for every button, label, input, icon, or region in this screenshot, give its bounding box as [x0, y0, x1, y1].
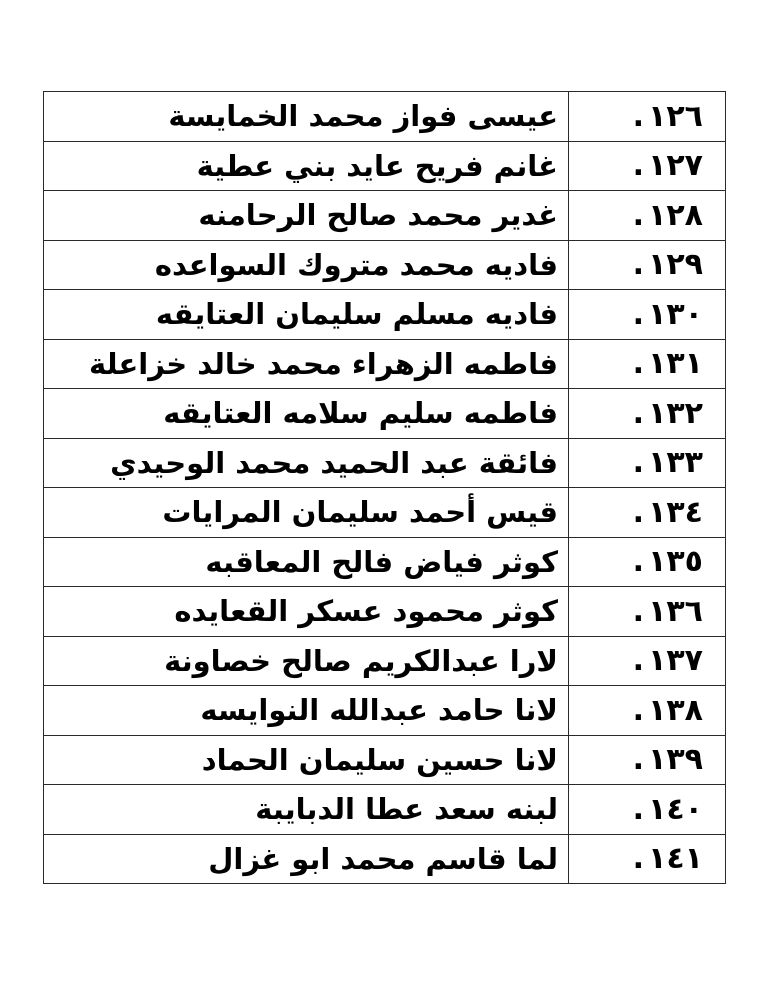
row-number-cell [569, 587, 726, 637]
names-table [43, 91, 726, 884]
number-dot: . [632, 445, 645, 481]
name-cell: غدير محمد صالح الرحامنه [44, 191, 569, 241]
table-row [44, 389, 726, 439]
name-cell: لارا عبدالكريم صالح خصاونة [44, 636, 569, 686]
row-number: ١٣١ [648, 346, 703, 382]
table-row [44, 785, 726, 835]
row-number: ١٣٢ [648, 395, 703, 431]
table-row [44, 339, 726, 389]
number-dot: . [632, 296, 645, 332]
name-cell: كوثر محمود عسكر القعايده [44, 587, 569, 637]
number-dot: . [632, 98, 645, 134]
row-number: ١٢٧ [648, 148, 703, 184]
name-cell: فاديه مسلم سليمان العتايقه [44, 290, 569, 340]
table-row [44, 141, 726, 191]
name-cell: لبنه سعد عطا الدبايبة [44, 785, 569, 835]
number-dot: . [632, 593, 645, 629]
name-cell: كوثر فياض فالح المعاقبه [44, 537, 569, 587]
number-dot: . [632, 148, 645, 184]
row-number: ١٢٩ [648, 247, 703, 283]
row-number-cell [569, 438, 726, 488]
table-row [44, 240, 726, 290]
row-number-cell [569, 785, 726, 835]
name-cell: لانا حامد عبدالله النوايسه [44, 686, 569, 736]
table-row [44, 686, 726, 736]
row-number: ١٣٥ [648, 544, 703, 580]
row-number: ١٣٤ [648, 494, 703, 530]
name-cell: لما قاسم محمد ابو غزال [44, 834, 569, 884]
row-number: ١٤٠ [648, 791, 703, 827]
row-number: ١٣٧ [648, 643, 703, 679]
row-number-cell [569, 834, 726, 884]
row-number: ١٤١ [648, 841, 703, 877]
table-row [44, 587, 726, 637]
row-number-cell [569, 686, 726, 736]
number-dot: . [632, 197, 645, 233]
table-row [44, 636, 726, 686]
number-dot: . [632, 544, 645, 580]
table-row [44, 834, 726, 884]
number-dot: . [632, 346, 645, 382]
row-number: ١٣٠ [648, 296, 703, 332]
table-row [44, 488, 726, 538]
name-cell: قيس أحمد سليمان المرايات [44, 488, 569, 538]
number-dot: . [632, 841, 645, 877]
table-row [44, 191, 726, 241]
number-dot: . [632, 742, 645, 778]
row-number: ١٣٨ [648, 692, 703, 728]
row-number: ١٣٣ [648, 445, 703, 481]
table-row [44, 438, 726, 488]
row-number: ١٢٦ [648, 98, 703, 134]
row-number: ١٢٨ [648, 197, 703, 233]
row-number-cell [569, 92, 726, 142]
name-cell: لانا حسين سليمان الحماد [44, 735, 569, 785]
number-dot: . [632, 643, 645, 679]
row-number-cell [569, 191, 726, 241]
row-number-cell [569, 389, 726, 439]
name-cell: غانم فريح عايد بني عطية [44, 141, 569, 191]
row-number-cell [569, 339, 726, 389]
number-dot: . [632, 395, 645, 431]
number-dot: . [632, 692, 645, 728]
name-cell: فاديه محمد متروك السواعده [44, 240, 569, 290]
number-dot: . [632, 247, 645, 283]
name-cell: فاطمه الزهراء محمد خالد خزاعلة [44, 339, 569, 389]
names-table-body [44, 92, 726, 884]
row-number-cell [569, 290, 726, 340]
row-number-cell [569, 488, 726, 538]
row-number-cell [569, 141, 726, 191]
table-row [44, 537, 726, 587]
row-number-cell [569, 240, 726, 290]
table-row [44, 92, 726, 142]
row-number-cell [569, 735, 726, 785]
row-number-cell [569, 537, 726, 587]
name-cell: فائقة عبد الحميد محمد الوحيدي [44, 438, 569, 488]
row-number: ١٣٩ [648, 742, 703, 778]
name-cell: فاطمه سليم سلامه العتايقه [44, 389, 569, 439]
number-dot: . [632, 494, 645, 530]
row-number-cell [569, 636, 726, 686]
name-cell: عيسى فواز محمد الخمايسة [44, 92, 569, 142]
table-row [44, 290, 726, 340]
number-dot: . [632, 791, 645, 827]
row-number: ١٣٦ [648, 593, 703, 629]
table-row [44, 735, 726, 785]
